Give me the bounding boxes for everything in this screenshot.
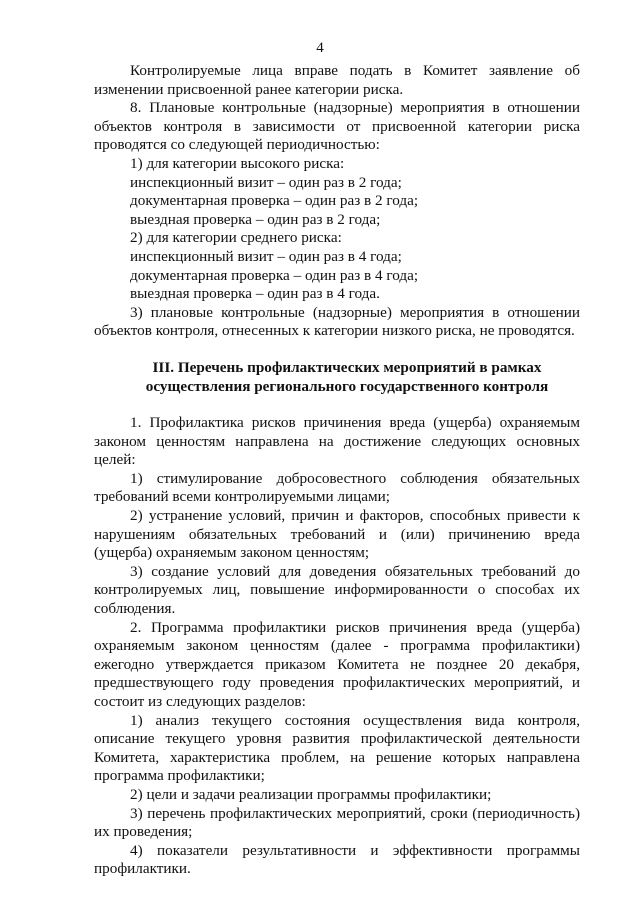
paragraph-low-risk: 3) плановые контрольные (надзорные) мероприятия в отношении объектов контроля, отнесенных к категории низкого риска, не проводятся. (94, 303, 580, 340)
document-body (94, 62, 580, 879)
paragraph-prevention-goals: 1. Профилактика рисков причинения вреда (ущерба) охраняемым законом ценностям направлена на достижение следующих основных целей: (94, 414, 580, 469)
list-item-medium-risk: 2) для категории среднего риска: (130, 229, 342, 247)
paragraph-goal-1: 1) стимулирование добросовестного соблюдения обязательных требований всеми контролируемыми лицами; (94, 469, 580, 506)
list-item-high-inspection-visit: инспекционный визит – один раз в 2 года; (130, 173, 402, 191)
section-heading-line-1: III. Перечень профилактических мероприятий в рамках (152, 358, 542, 376)
paragraph-program-section-4: 4) показатели результативности и эффективности программы профилактики. (94, 841, 580, 878)
paragraph-program-section-2: 2) цели и задачи реализации программы профилактики; (130, 785, 492, 803)
heading-spacer (94, 396, 580, 414)
paragraph-program-section-1: 1) анализ текущего состояния осуществления вида контроля, описание текущего уровня развития профилактической деятельности Комитета, характеристика проблем, на решение которых направлена программа профилактики; (94, 711, 580, 785)
paragraph-prevention-program: 2. Программа профилактики рисков причинения вреда (ущерба) охраняемым законом ценностям (далее - программа профилактики) ежегодно утверждается приказом Комитета не позднее 20 декабря, предшествующего году проведения профилактических мероприятий, и состоит из следующих разделов: (94, 618, 580, 710)
paragraph-reclassification: Контролируемые лица вправе подать в Комитет заявление об изменении присвоенной ранее категории риска. (94, 62, 580, 98)
list-item-high-risk: 1) для категории высокого риска: (130, 154, 345, 172)
paragraph-program-section-3: 3) перечень профилактических мероприятий, сроки (периодичность) их проведения; (94, 804, 580, 841)
paragraph-goal-2: 2) устранение условий, причин и факторов, способных привести к нарушениям обязательных требований и (или) причинению вреда (ущерба) охраняемым законом ценностям; (94, 507, 580, 562)
paragraph-inspection-frequency: 8. Плановые контрольные (надзорные) мероприятия в отношении объектов контроля в зависимости от присвоенной категории риска проводятся со следующей периодичностью: (94, 99, 580, 154)
list-item-high-document-check: документарная проверка – один раз в 2 года; (130, 192, 419, 210)
list-item-high-field-check: выездная проверка – один раз в 2 года; (130, 210, 381, 228)
section-spacer (94, 341, 580, 359)
section-heading-line-2: осуществления регионального государственного контроля (145, 377, 549, 395)
list-item-medium-inspection-visit: инспекционный визит – один раз в 4 года; (130, 247, 402, 265)
list-item-medium-field-check: выездная проверка – один раз в 4 года. (130, 285, 380, 303)
list-item-medium-document-check: документарная проверка – один раз в 4 года; (130, 266, 419, 284)
paragraph-goal-3: 3) создание условий для доведения обязательных требований до контролируемых лиц, повышение информированности о способах их соблюдения. (94, 562, 580, 618)
page-number: 4 (316, 40, 324, 56)
